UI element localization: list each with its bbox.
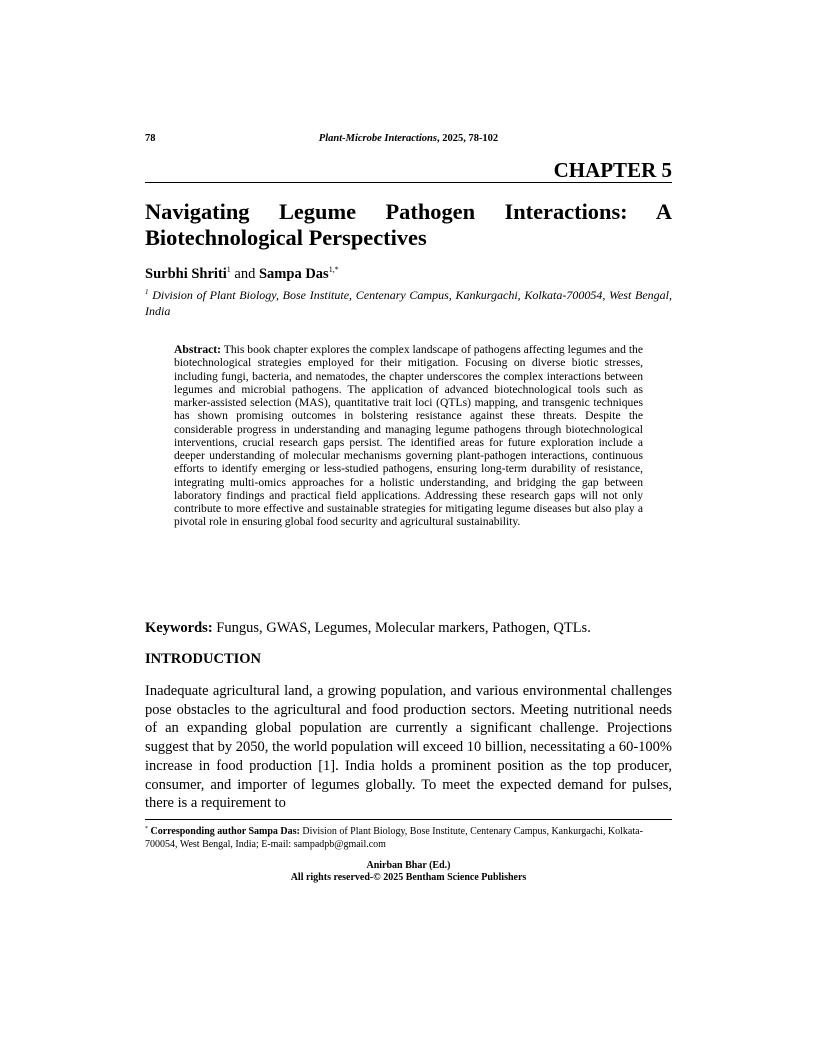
affiliation-text: Division of Plant Biology, Bose Institute, Centenary Campus, Kankurgachi, Kolkata-700054, West Bengal, India xyxy=(145,288,672,318)
author-name: Sampa Das xyxy=(258,266,329,282)
author-name: Surbhi Shriti xyxy=(145,266,227,282)
abstract xyxy=(174,343,643,529)
journal-citation xyxy=(145,133,672,144)
author-affiliation-mark: 1,* xyxy=(328,265,339,274)
keywords xyxy=(145,619,672,637)
section-heading-introduction: INTRODUCTION xyxy=(145,651,262,667)
affiliation-mark: 1 xyxy=(145,288,149,296)
abstract-text: This book chapter explores the complex landscape of pathogens affecting legumes and the biotechnological strategies employed for their mitigation. Focusing on diverse biotic stresses, including fungi, bacteria, and nematodes, the chapter underscores the complex interactions between legumes and microbial pathogens. The application of advanced biotechnological tools such as marker-assisted selection (MAS), quantitative trait loci (QTLs) mapping, and transgenic techniques has shown promising outcomes in bolstering resistance against these threats. Despite the considerable progress in understanding and managing legume pathogens through biotechnological interventions, crucial research gaps persist. The identified areas for future exploration include a deeper understanding of molecular mechanisms governing plant-pathogen interactions, continuous efforts to identify emerging or less-studied pathogens, ensuring long-term durability of resistance, integrating multi-omics approaches for a holistic understanding, and bridging the gap between laboratory findings and practical field applications. Addressing these research gaps will not only contribute to more effective and sustainable strategies for mitigating legume diseases but also play a pivotal role in ensuring global food security and agricultural sustainability. xyxy=(174,343,643,529)
author-affiliation-mark: 1 xyxy=(226,265,231,274)
footnote-text: Division of Plant Biology, Bose Institute, Centenary Campus, Kankurgachi, Kolkata-700054, West Bengal, India; E-mail: sampadpb@gmail.com xyxy=(145,826,643,850)
keywords-text: Fungus, GWAS, Legumes, Molecular markers, Pathogen, QTLs. xyxy=(216,620,591,636)
chapter-title-line-2: Biotechnological Perspectives xyxy=(145,225,427,250)
keywords-label: Keywords: xyxy=(145,620,213,636)
page-number: 78 xyxy=(145,133,156,144)
editor-line: Anirban Bhar (Ed.) xyxy=(366,860,451,871)
running-header xyxy=(145,133,672,147)
introduction-paragraph: Inadequate agricultural land, a growing population, and various environmental challenges pose obstacles to the agricultural and food production sectors. Meeting nutritional needs of an expanding global population are currently a significant challenge. Projections suggest that by 2050, the world population will exceed 10 billion, necessitating a 60-100% increase in food production [1]. India holds a prominent position as the top producer, consumer, and importer of legumes globally. To meet the expected demand for pulses, there is a requirement to xyxy=(145,683,672,812)
chapter-title-line-1: Navigating Legume Pathogen Interactions: A xyxy=(145,199,672,224)
abstract-label: Abstract: xyxy=(174,343,222,356)
chapter-title xyxy=(145,199,672,251)
chapter-divider xyxy=(145,182,672,183)
rights-line: All rights reserved-© 2025 Bentham Science Publishers xyxy=(290,872,527,883)
publisher-info xyxy=(145,860,672,884)
chapter-label: CHAPTER 5 xyxy=(553,158,672,182)
journal-name: Plant-Microbe Interactions xyxy=(318,133,437,144)
footnote-mark: * xyxy=(145,826,148,832)
author-conjunction: and xyxy=(234,266,256,282)
affiliation xyxy=(145,284,672,319)
footnote-label: Corresponding author Sampa Das: xyxy=(150,826,300,837)
journal-issue: , 2025, 78-102 xyxy=(436,133,499,144)
author-list xyxy=(145,261,672,283)
footnote xyxy=(145,823,672,851)
footnote-divider xyxy=(145,819,672,820)
